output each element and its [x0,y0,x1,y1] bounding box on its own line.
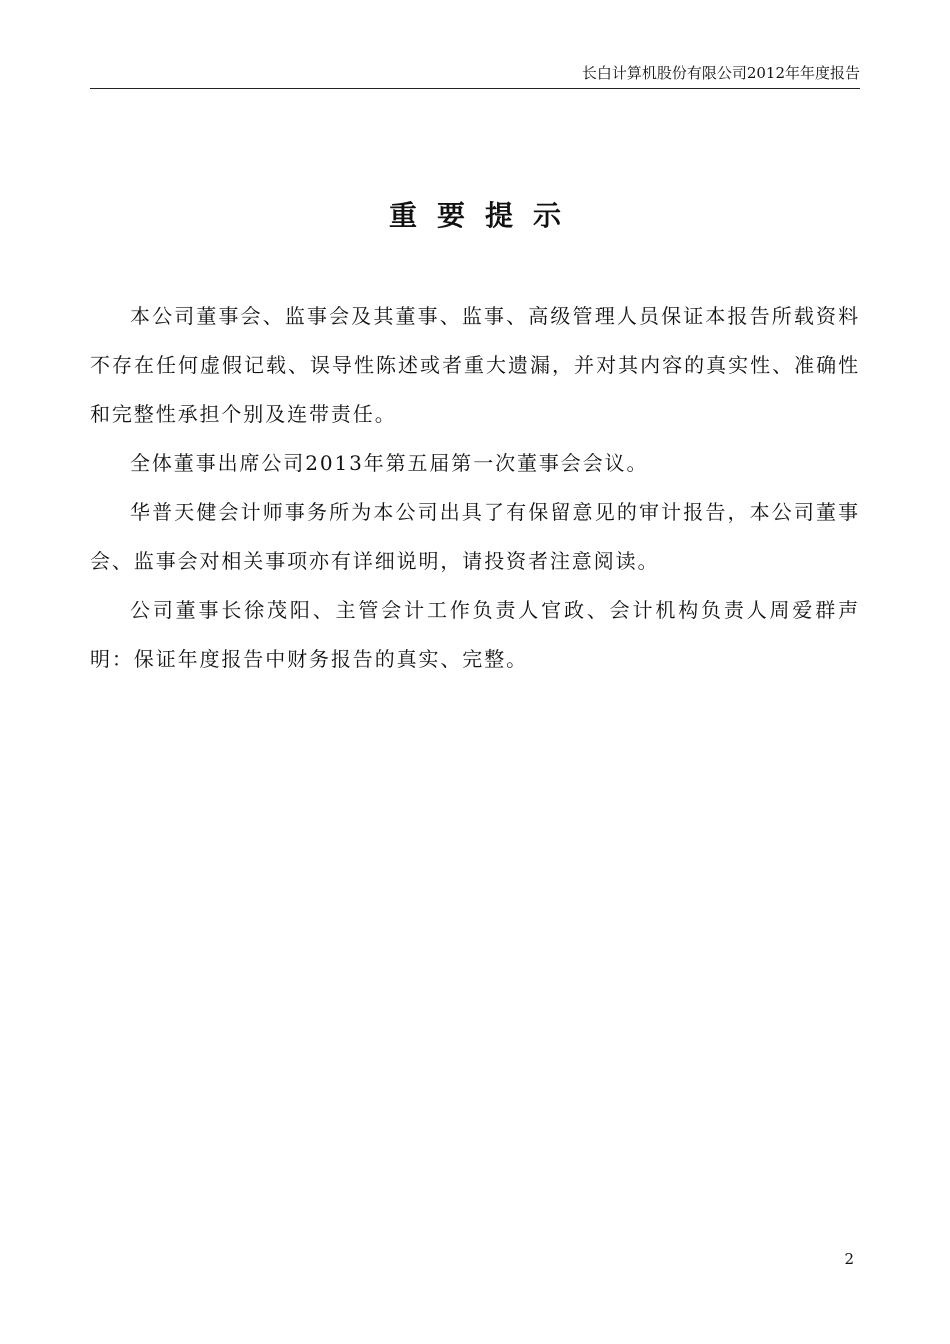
paragraph-board-attendance: 全体董事出席公司2013年第五届第一次董事会会议。 [130,451,649,475]
page-number: 2 [844,1250,854,1268]
page-title: 重要提示 [388,199,581,232]
header-divider [90,88,860,89]
running-header: 长白计算机股份有限公司2012年年度报告 [581,64,860,82]
paragraph-responsibility-statement: 本公司董事会、监事会及其董事、监事、高级管理人员保证本报告所载资料不存在任何虚假记载、误导性陈述或者重大遗漏，并对其内容的真实性、准确性和完整性承担个别及连带责任。 [90,304,860,426]
paragraph-financial-declaration: 公司董事长徐茂阳、主管会计工作负责人官政、会计机构负责人周爱群声明：保证年度报告中财务报告的真实、完整。 [90,598,860,671]
paragraph-audit-opinion: 华普天健会计师事务所为本公司出具了有保留意见的审计报告，本公司董事会、监事会对相关事项亦有详细说明，请投资者注意阅读。 [90,500,860,573]
document-body [90,292,860,684]
